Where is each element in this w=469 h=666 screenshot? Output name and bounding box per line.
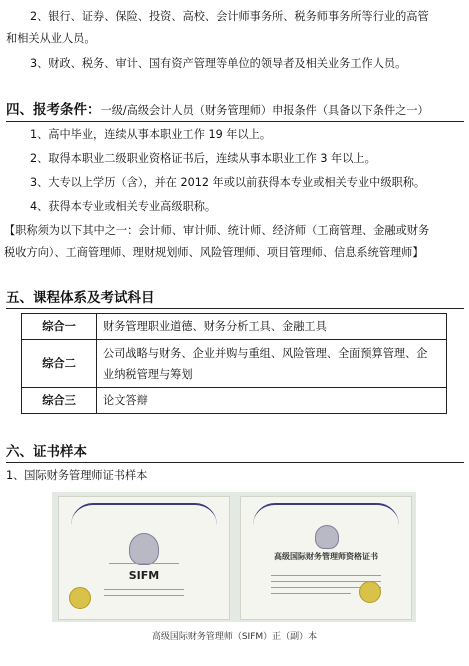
sec4-subtitle: 一级/高级会计人员（财务管理师）申报条件（具备以下条件之一） xyxy=(100,104,429,117)
sec3-item2-line2: 和相关从业人员。 xyxy=(6,32,96,45)
table-row xyxy=(22,388,447,414)
course-name: 综合三 xyxy=(22,388,97,414)
sec4-heading xyxy=(6,101,429,120)
sec5-rule xyxy=(6,308,464,309)
course-content: 论文答辩 xyxy=(97,388,447,414)
gold-seal-icon xyxy=(69,587,91,609)
cert-brand: SIFM xyxy=(128,569,160,582)
course-name: 综合二 xyxy=(22,340,97,388)
course-content: 财务管理职业道德、财务分析工具、金融工具 xyxy=(97,314,447,340)
certificate-caption: 高级国际财务管理师（SIFM）正（副）本 xyxy=(151,632,318,642)
table-row xyxy=(22,340,447,388)
sec6-item1: 1、国际财务管理师证书样本 xyxy=(6,469,148,482)
certificate-copy xyxy=(240,496,412,620)
course-content-line1: 公司战略与财务、企业并购与重组、风险管理、全面预算管理、企 xyxy=(103,346,428,360)
course-name: 综合一 xyxy=(22,314,97,340)
certificate-sample-image xyxy=(52,492,416,622)
sec4-title: 四、报考条件： xyxy=(6,102,101,118)
sec3-item3: 3、财政、税务、审计、国有资产管理等单位的领导者及相关业务工作人员。 xyxy=(30,57,407,70)
course-content-line2: 业纳税管理与筹划 xyxy=(103,367,193,381)
sec4-item-3: 3、大专以上学历（含），并在 2012 年或以前获得本专业或相关专业中级职称。 xyxy=(30,176,426,189)
gold-seal-icon xyxy=(359,581,381,603)
course-table xyxy=(21,313,447,414)
arc-banner-icon xyxy=(253,503,399,525)
sec4-note-line1: 【职称须为以下其中之一：会计师、审计师、统计师、经济师（工商管理、金融或财务 xyxy=(4,224,430,237)
sec4-rule xyxy=(6,121,464,122)
course-content xyxy=(97,340,447,388)
sec4-item-2: 2、取得本职业二级职业资格证书后，连续从事本职业工作 3 年以上。 xyxy=(30,152,376,165)
sec6-rule xyxy=(6,462,464,463)
sec4-note-line2: 税收方向）、工商管理师、理财规划师、风险管理师、项目管理师、信息系统管理师】 xyxy=(4,246,424,259)
seal-emblem-icon xyxy=(129,533,159,565)
sec4-item-4: 4、获得本专业或相关专业高级职称。 xyxy=(30,200,217,213)
cert-copy-title: 高级国际财务管理师资格证书 xyxy=(274,552,378,561)
arc-banner-icon xyxy=(71,503,217,525)
sec5-title: 五、课程体系及考试科目 xyxy=(6,290,155,306)
seal-emblem-icon xyxy=(315,525,339,549)
sec6-title: 六、证书样本 xyxy=(6,444,87,460)
table-row xyxy=(22,314,447,340)
sec3-item2-line1: 2、银行、证券、保险、投资、高校、会计师事务所、税务师事务所等行业的高管 xyxy=(30,10,429,23)
certificate-original xyxy=(58,496,230,620)
sec4-item-1: 1、高中毕业，连续从事本职业工作 19 年以上。 xyxy=(30,128,272,141)
